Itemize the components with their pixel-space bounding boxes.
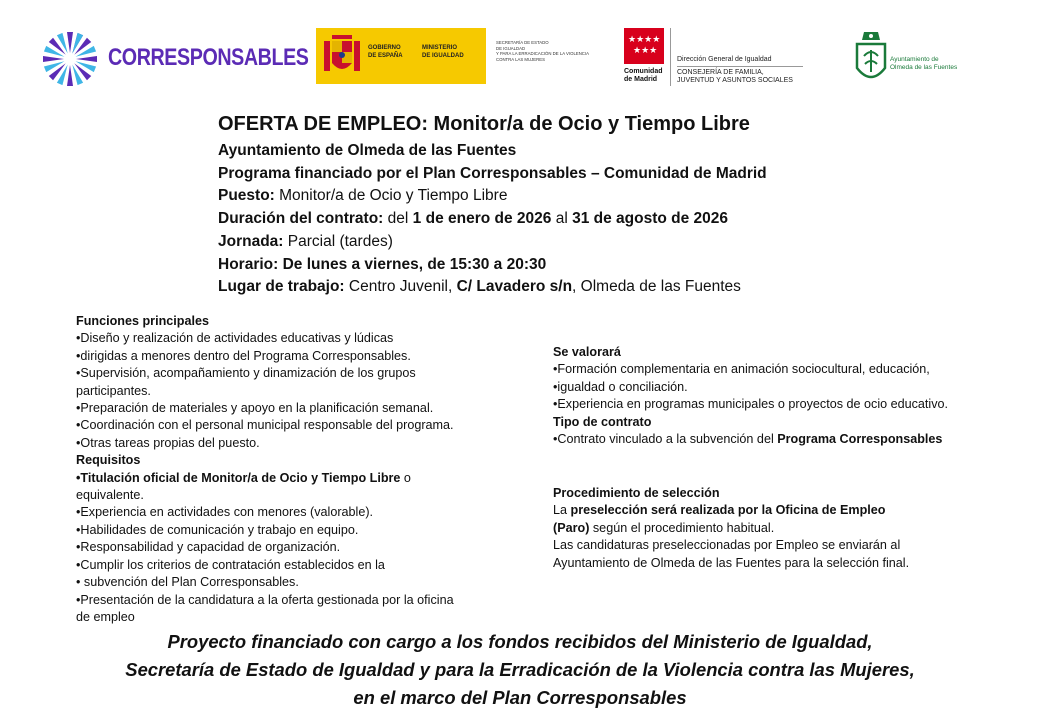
list-item: •Supervisión, acompañamiento y dinamización de los grupos [76, 366, 416, 381]
comunidad-madrid-flag [624, 28, 664, 64]
left-column [76, 313, 536, 626]
jornada-label: Jornada: [218, 232, 284, 250]
consejeria-text [677, 69, 793, 85]
footer-line-1 [0, 628, 1040, 656]
list-item: •igualdad o conciliación. [553, 379, 688, 394]
procedimiento-line-3: Las candidaturas preseleccionadas por Empleo se enviarán al [553, 538, 901, 553]
puesto-value: Monitor/a de Ocio y Tiempo Libre [274, 187, 508, 205]
corresponsables-star-icon [40, 29, 100, 89]
program-line: Programa financiado por el Plan Corresponsables – Comunidad de Madrid [218, 164, 767, 182]
list-item: de empleo [76, 609, 135, 624]
jornada-line [218, 231, 858, 254]
list-item: •Responsabilidad y capacidad de organización. [76, 540, 341, 555]
ministerio-line: MINISTERIO [422, 45, 458, 51]
procedimiento-heading: Procedimiento de selección [553, 486, 720, 500]
right-column-top [553, 344, 1023, 448]
list-item: • subvención del Plan Corresponsables. [76, 575, 299, 590]
ayuntamiento-line-2: Olmeda de las Fuentes [890, 64, 958, 71]
duracion-start: 1 de enero de 2026 [412, 210, 552, 228]
list-item [553, 431, 1023, 448]
duracion-del: del [383, 210, 413, 228]
corresponsables-wordmark: CORRESPONSABLES [108, 44, 309, 71]
duracion-end: 31 de agosto de 2026 [572, 210, 729, 228]
secretaria-text [496, 40, 606, 62]
list-item: •Formación complementaria en animación sociocultural, educación, [553, 362, 930, 377]
list-item: •Presentación de la candidatura a la oferta gestionada por la oficina [76, 592, 454, 607]
svg-text:★★★★: ★★★★ [628, 35, 661, 45]
tipo-text: •Contrato vinculado a la subvención del [553, 432, 778, 447]
list-item: •Cumplir los criterios de contratación establecidos en la [76, 557, 385, 572]
list-item: •Diseño y realización de actividades educativas y lúdicas [76, 331, 394, 346]
secretaria-line-2: DE IGUALDAD [496, 45, 526, 51]
funciones-heading: Funciones principales [76, 314, 209, 328]
footer-line-1-text: Proyecto financiado con cargo a los fondos recibidos del Ministerio de Igualdad, [167, 631, 873, 652]
lugar-line [218, 276, 858, 299]
procedimiento-l1a: La [553, 503, 571, 518]
igualdad-line: DE IGUALDAD [422, 53, 464, 59]
secretaria-line-3: Y PARA LA ERRADICACIÓN DE LA VIOLENCIA [496, 51, 589, 56]
procedimiento-l1b: preselección será realizada por la Oficina de Empleo [570, 503, 886, 518]
list-item: •Experiencia en actividades con menores (valorable). [76, 505, 374, 520]
entity-line: Ayuntamiento de Olmeda de las Fuentes [218, 142, 517, 159]
procedimiento-line-4: Ayuntamiento de Olmeda de las Fuentes para la selección final. [553, 555, 910, 570]
procedimiento-line-2 [553, 520, 1023, 537]
lugar-value-1: Centro Juvenil, [344, 278, 457, 296]
logo-divider [670, 28, 671, 86]
ayuntamiento-logo-text [890, 56, 957, 72]
lugar-value-3: , Olmeda de las Fuentes [572, 278, 741, 296]
duracion-al: al [551, 210, 573, 228]
horario-line: Horario: De lunes a viernes, de 15:30 a 20:30 [218, 255, 547, 273]
footer-line-2: Secretaría de Estado de Igualdad y para la Erradicación de la Violencia contra las Mujeres, [125, 659, 915, 680]
comunidad-madrid-text [624, 68, 663, 84]
footer-line-3: en el marco del Plan Corresponsables [353, 687, 687, 708]
page-title: OFERTA DE EMPLEO: Monitor/a de Ocio y Tiempo Libre [218, 113, 750, 135]
jornada-value: Parcial (tardes) [283, 232, 393, 250]
funding-footer [0, 628, 1040, 712]
right-column-bottom [553, 485, 1023, 572]
list-item: •Habilidades de comunicación y trabajo en equipo. [76, 522, 359, 537]
olmeda-shield-icon [854, 30, 888, 88]
svg-text:★★★: ★★★ [633, 46, 658, 56]
procedimiento-l2b: según el procedimiento habitual. [589, 520, 775, 535]
tipo-heading: Tipo de contrato [553, 414, 652, 429]
tipo-bold: Programa Corresponsables [777, 432, 943, 447]
gobierno-espana-logo [316, 28, 486, 84]
duracion-label: Duración del contrato: [218, 210, 384, 228]
coat-of-arms-icon [322, 31, 362, 81]
madrid-line: de Madrid [624, 76, 658, 83]
gobierno-line: GOBIERNO [368, 45, 401, 51]
comunidad-line: Comunidad [624, 68, 663, 75]
titulacion-bold: •Titulación oficial de Monitor/a de Ocio y Tiempo Libre [76, 470, 401, 485]
puesto-label: Puesto: [218, 187, 275, 205]
list-item: participantes. [76, 383, 151, 398]
list-item: •Coordinación con el personal municipal responsable del programa. [76, 418, 454, 433]
ayuntamiento-line-1: Ayuntamiento de [890, 56, 939, 63]
valorara-heading: Se valorará [553, 345, 621, 359]
list-item: equivalente. [76, 488, 144, 503]
lugar-value-2: C/ Lavadero s/n [456, 278, 573, 296]
list-item: •Otras tareas propias del puesto. [76, 435, 260, 450]
titulacion-rest: o [400, 470, 411, 485]
direccion-general-text: Dirección General de Igualdad [677, 56, 772, 63]
logo-rule [677, 66, 803, 67]
secretaria-line-4: CONTRA LAS MUJERES [496, 56, 545, 62]
espana-line: DE ESPAÑA [368, 53, 403, 59]
offer-header [218, 112, 858, 299]
consejeria-line-1: CONSEJERÍA DE FAMILIA, [677, 69, 764, 76]
list-item: •Experiencia en programas municipales o proyectos de ocio educativo. [553, 397, 949, 412]
procedimiento-l2a: (Paro) [553, 520, 590, 535]
stars-icon [624, 28, 664, 64]
requisitos-heading: Requisitos [76, 453, 141, 468]
lugar-label: Lugar de trabajo: [218, 278, 345, 296]
list-item: •dirigidas a menores dentro del Programa Corresponsables. [76, 348, 411, 363]
consejeria-line-2: JUVENTUD Y ASUNTOS SOCIALES [677, 77, 793, 84]
procedimiento-line-1 [553, 502, 1023, 519]
duracion-line [218, 208, 858, 231]
list-item [76, 470, 536, 487]
puesto-line [218, 185, 858, 208]
secretaria-line-1: SECRETARÍA DE ESTADO [496, 40, 549, 45]
list-item: •Preparación de materiales y apoyo en la planificación semanal. [76, 401, 434, 416]
